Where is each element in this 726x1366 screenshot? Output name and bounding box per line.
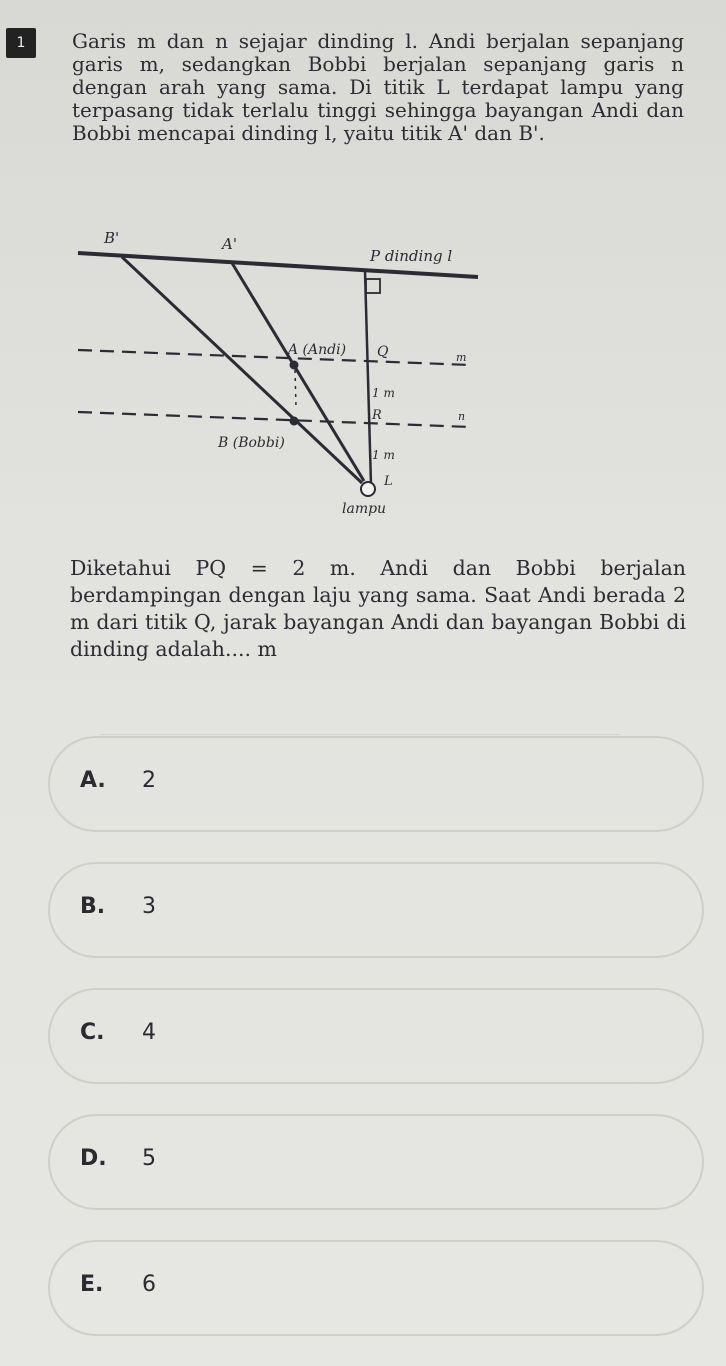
option-e-value: 6: [142, 1272, 156, 1297]
line-n: [78, 412, 470, 427]
option-c[interactable]: [48, 988, 704, 1084]
option-e-letter: E.: [80, 1272, 104, 1297]
option-a[interactable]: [48, 736, 704, 832]
label-lampu: lampu: [342, 501, 387, 517]
label-b-prime: B': [104, 229, 120, 247]
point-andi: [290, 361, 299, 370]
label-p-dinding: P dinding l: [370, 247, 453, 265]
question-number-badge: 1: [6, 28, 36, 58]
lamp-point: [361, 482, 375, 496]
label-r: R: [372, 408, 382, 423]
option-a-letter: A.: [80, 768, 106, 793]
divider: [100, 734, 620, 735]
option-b-letter: B.: [80, 894, 106, 919]
question-intro: Garis m dan n sejajar dinding l. Andi berjalan sepanjang garis m, sedangkan Bobbi berjalan sepanjang garis n dengan arah yang sama. Di titik L terdapat lampu yang terpasang tidak terlalu tinggi sehingga bayangan Andi dan Bobbi mencapai dinding l, yaitu titik A' dan B'.: [72, 29, 684, 145]
option-e[interactable]: [48, 1240, 704, 1336]
option-d-value: 5: [142, 1146, 156, 1171]
option-b-value: 3: [142, 894, 156, 919]
label-a-prime: A': [222, 235, 237, 253]
label-l: L: [384, 474, 393, 489]
option-b[interactable]: [48, 862, 704, 958]
question-body: Diketahui PQ = 2 m. Andi dan Bobbi berjalan berdampingan dengan laju yang sama. Saat Andi berada 2 m dari titik Q, jarak bayangan Andi dan bayangan Bobbi di dinding adalah.... m: [70, 556, 686, 661]
option-a-value: 2: [142, 768, 156, 793]
point-bobbi: [290, 417, 299, 426]
geometry-figure: [0, 215, 520, 525]
option-d-letter: D.: [80, 1146, 107, 1171]
label-one-m-bottom: 1 m: [372, 448, 395, 462]
label-one-m-top: 1 m: [372, 386, 395, 400]
option-d[interactable]: [48, 1114, 704, 1210]
line-m: [78, 350, 470, 365]
label-andi: A (Andi): [288, 342, 347, 358]
label-n: n: [458, 410, 466, 423]
label-q: Q: [377, 344, 389, 360]
right-angle-marker: [366, 279, 380, 293]
option-c-letter: C.: [80, 1020, 105, 1045]
label-bobbi: B (Bobbi): [218, 435, 285, 451]
andi-drop-mark: [295, 370, 296, 407]
label-m: m: [456, 351, 467, 364]
line-p-to-l: [365, 271, 371, 485]
option-c-value: 4: [142, 1020, 156, 1045]
